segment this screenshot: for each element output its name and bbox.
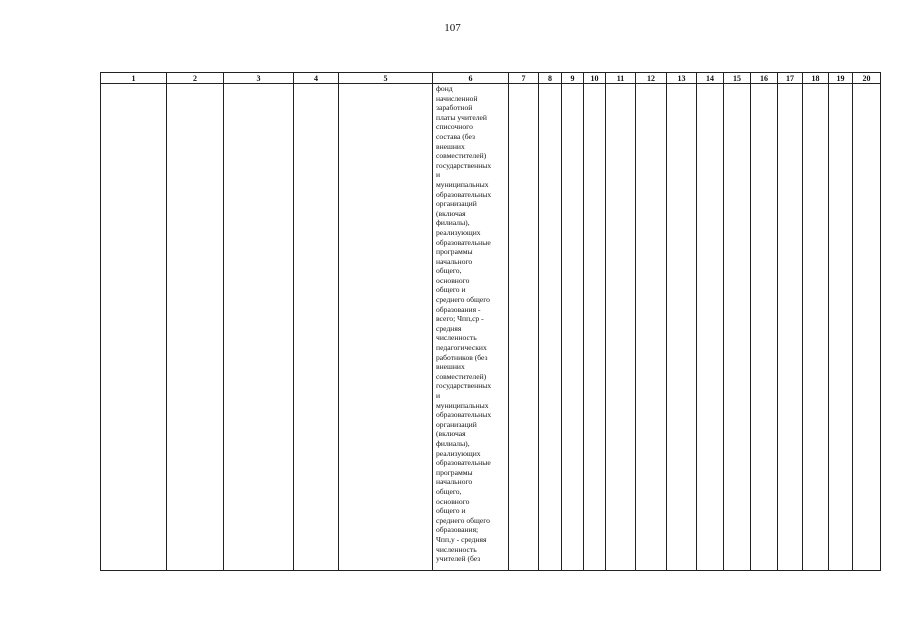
page-number: 107 (444, 22, 461, 34)
table-cell-6 (433, 84, 509, 571)
table-cell-18 (803, 84, 829, 571)
column-header-14: 14 (697, 73, 724, 84)
column-header-7: 7 (509, 73, 539, 84)
column-header-15: 15 (724, 73, 751, 84)
table-cell-13 (667, 84, 697, 571)
column-header-12: 12 (636, 73, 667, 84)
table-header-row (101, 73, 881, 84)
table-cell-8 (539, 84, 562, 571)
table-cell-5 (339, 84, 433, 571)
table-row (101, 84, 881, 571)
table-cell-4 (294, 84, 339, 571)
table-cell-17 (778, 84, 803, 571)
column-header-8: 8 (539, 73, 562, 84)
column-header-18: 18 (803, 73, 829, 84)
table-cell-15 (724, 84, 751, 571)
table-cell-1 (101, 84, 167, 571)
table-cell-10 (584, 84, 606, 571)
column-header-10: 10 (584, 73, 606, 84)
column-header-6: 6 (433, 73, 509, 84)
table-cell-11 (606, 84, 636, 571)
table-cell-14 (697, 84, 724, 571)
data-table (100, 72, 881, 571)
table-cell-3 (224, 84, 294, 571)
column-header-9: 9 (562, 73, 584, 84)
column-header-5: 5 (339, 73, 433, 84)
column-header-2: 2 (167, 73, 224, 84)
column-header-11: 11 (606, 73, 636, 84)
table-cell-16 (751, 84, 778, 571)
column-header-20: 20 (853, 73, 881, 84)
table-cell-19 (829, 84, 853, 571)
column-header-1: 1 (101, 73, 167, 84)
table-cell-20 (853, 84, 881, 571)
table-cell-2 (167, 84, 224, 571)
column-header-13: 13 (667, 73, 697, 84)
column-header-3: 3 (224, 73, 294, 84)
column-header-17: 17 (778, 73, 803, 84)
indicator-description: фонд начисленной заработной платы учителей списочного состава (без внешних совместителей) государственных и муниципальных образовательных организаций (включая филиалы), реализующих образовательные программы начального общего, основного общего и среднего общего образования - всего; Чпп,ср - средняя численность педагогических работников (без внешних совместителей) государственных и муниципальных образовательных организаций (включая филиалы), реализующих образовательные программы начального общего, основного общего и среднего общего образования; Чпп,у - средняя численность учителей (без (436, 84, 492, 564)
table-cell-7 (509, 84, 539, 571)
column-header-4: 4 (294, 73, 339, 84)
column-header-19: 19 (829, 73, 853, 84)
table-cell-12 (636, 84, 667, 571)
column-header-16: 16 (751, 73, 778, 84)
table-cell-9 (562, 84, 584, 571)
